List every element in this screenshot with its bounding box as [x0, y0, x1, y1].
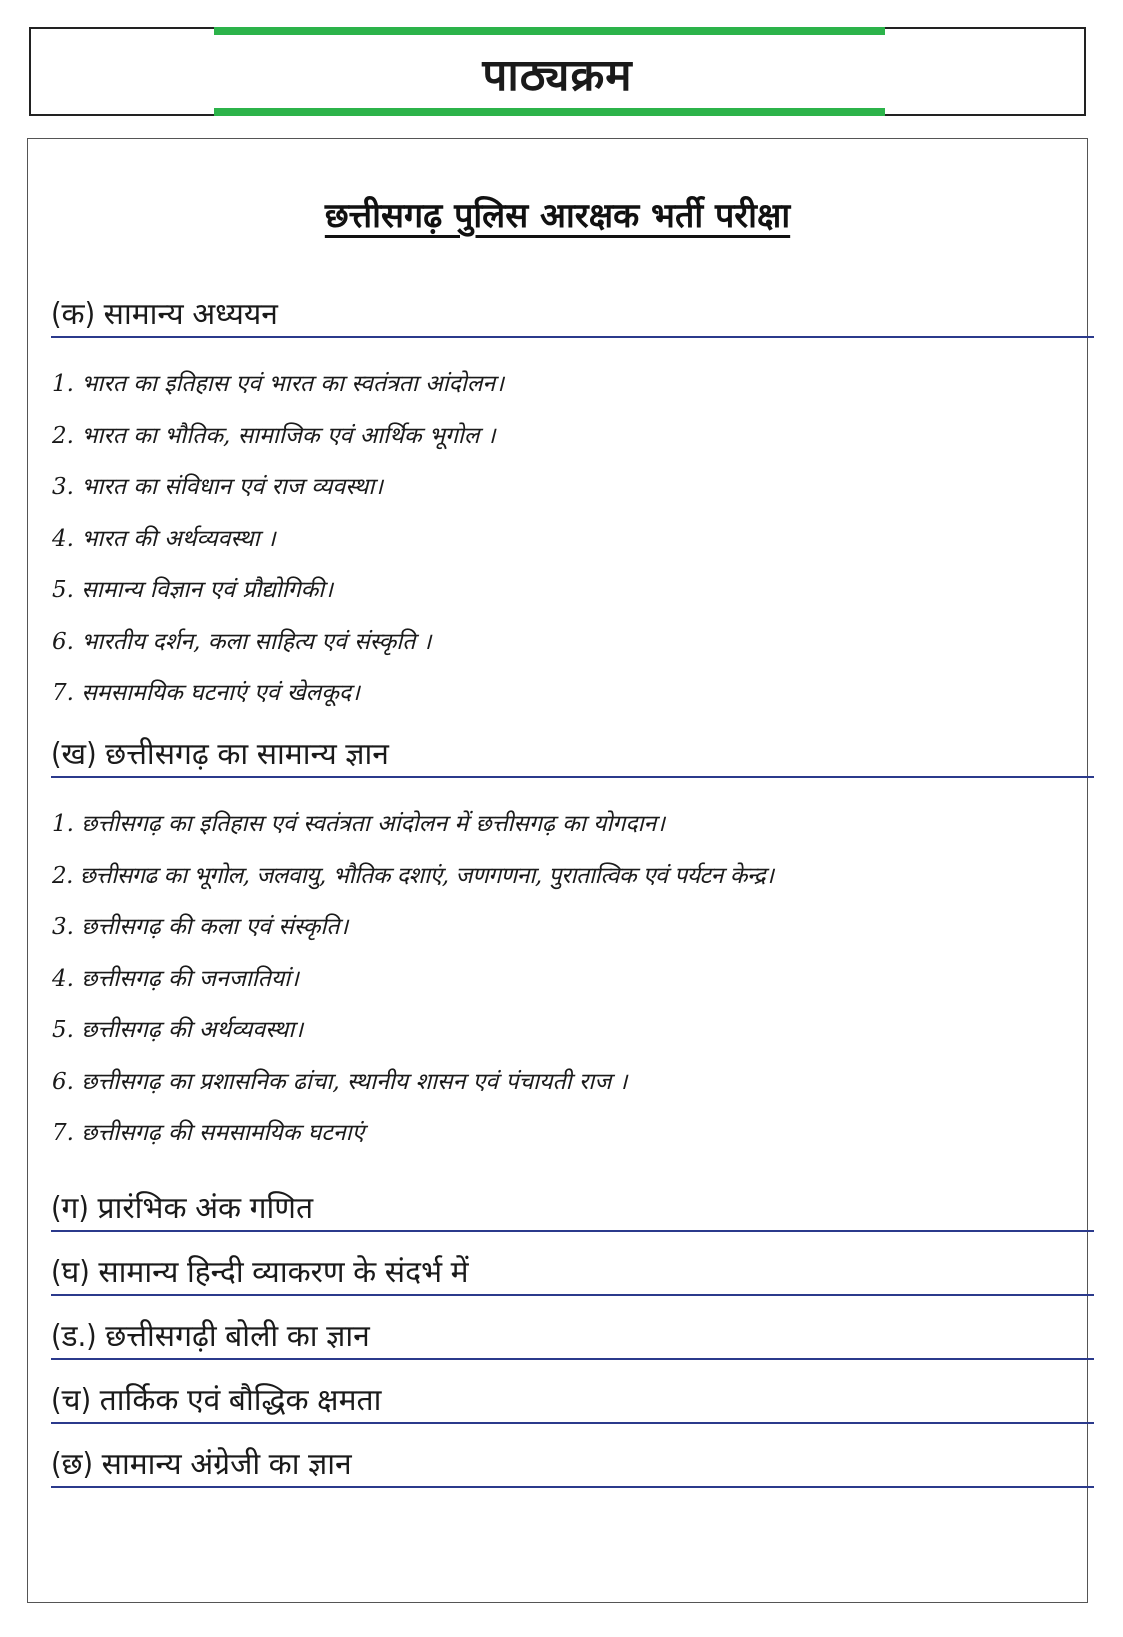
section-heading-kha: (ख) छत्तीसगढ़ का सामान्य ज्ञान — [51, 737, 1094, 778]
section-heading-ka: (क) सामान्य अध्ययन — [51, 297, 1094, 338]
section-heading-cha: (च) तार्किक एवं बौद्धिक क्षमता — [51, 1383, 1094, 1424]
section-heading-chha: (छ) सामान्य अंग्रेजी का ज्ञान — [51, 1447, 1094, 1488]
list-item: 6. भारतीय दर्शन, कला साहित्य एवं संस्कृति । — [52, 628, 432, 655]
green-top-bar — [214, 27, 885, 35]
list-item: 1. भारत का इतिहास एवं भारत का स्वतंत्रता आंदोलन। — [52, 371, 504, 397]
section-heading-da: (ड.) छत्तीसगढ़ी बोली का ज्ञान — [51, 1319, 1094, 1360]
list-item: 6. छत्तीसगढ़ का प्रशासनिक ढांचा, स्थानीय शासन एवं पंचायती राज । — [52, 1068, 628, 1095]
section-list-kha — [52, 799, 1097, 1160]
section-heading-ga: (ग) प्रारंभिक अंक गणित — [51, 1191, 1094, 1232]
section-heading-gha: (घ) सामान्य हिन्दी व्याकरण के संदर्भ में — [51, 1255, 1094, 1296]
green-bottom-bar — [214, 108, 885, 116]
list-item: 4. छत्तीसगढ़ की जनजातियां। — [52, 965, 299, 992]
list-item: 3. भारत का संविधान एवं राज व्यवस्था। — [52, 474, 384, 500]
list-item: 2. भारत का भौतिक, सामाजिक एवं आर्थिक भूगोल । — [52, 422, 496, 449]
list-item: 1. छत्तीसगढ़ का इतिहास एवं स्वतंत्रता आंदोलन में छत्तीसगढ़ का योगदान। — [52, 811, 666, 837]
exam-title: छत्तीसगढ़ पुलिस आरक्षक भर्ती परीक्षा — [324, 196, 791, 236]
page-title: पाठ्यक्रम — [482, 50, 633, 101]
list-item: 5. छत्तीसगढ़ की अर्थव्यवस्था। — [52, 1017, 304, 1043]
list-item: 5. सामान्य विज्ञान एवं प्रौद्योगिकी। — [52, 577, 333, 603]
list-item: 3. छत्तीसगढ़ की कला एवं संस्कृति। — [52, 914, 349, 940]
title-banner — [29, 27, 1086, 116]
list-item: 4. भारत की अर्थव्यवस्था । — [52, 525, 276, 552]
list-item: 7. छत्तीसगढ़ की समसामयिक घटनाएं — [52, 1120, 365, 1146]
list-item: 7. समसामयिक घटनाएं एवं खेलकूद। — [52, 680, 360, 706]
section-list-ka — [52, 359, 1097, 720]
syllabus-box — [27, 138, 1088, 1603]
list-item: 2. छत्तीसगढ का भूगोल, जलवायु, भौतिक दशाएं, जणगणना, पुरातात्विक एवं पर्यटन केन्द्र। — [52, 862, 774, 889]
